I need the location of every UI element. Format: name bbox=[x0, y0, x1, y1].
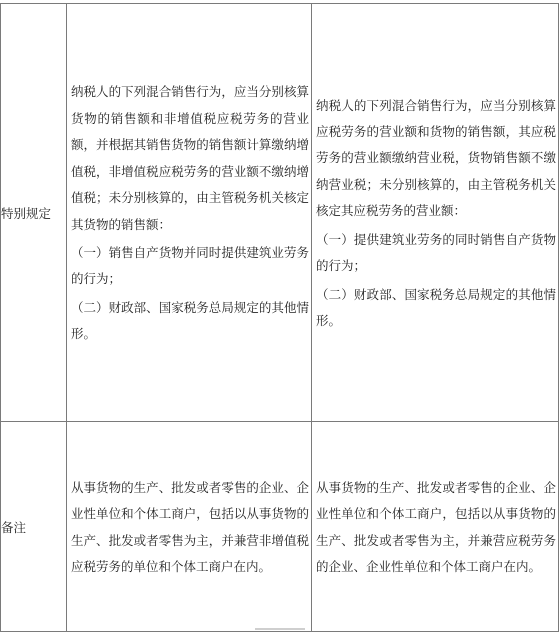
business-tax-rule-item-1: （一）提供建筑业劳务的同时销售自产货物的行为； bbox=[316, 231, 556, 274]
vat-note-cell bbox=[67, 422, 312, 632]
business-tax-rules-cell bbox=[312, 4, 559, 422]
vat-rule-item-1: （一）销售自产货物并同时提供建筑业劳务的行为； bbox=[71, 244, 309, 287]
business-tax-rule-item-2: （二）财政部、国家税务总局规定的其他情形。 bbox=[316, 286, 556, 328]
vat-note-text: 从事货物的生产、批发或者零售的企业、企业性单位和个体工商户，包括以从事货物的生产、批发或者零售为主，并兼营非增值税应税劳务的单位和个体工商户在内。 bbox=[71, 479, 309, 574]
row-label-special-provisions: 特别规定 bbox=[1, 4, 67, 422]
vat-rules-cell bbox=[67, 4, 312, 422]
vat-rule-main: 纳税人的下列混合销售行为，应当分别核算货物的销售额和非增值税应税劳务的营业额，并根据其销售货物的销售额计算缴纳增值税，非增值税应税劳务的营业额不缴纳增值税；未分别核算的，由主管税务机关核定其货物的销售额： bbox=[71, 84, 309, 232]
row-label-notes: 备注 bbox=[1, 422, 67, 632]
table-row-special-provisions bbox=[1, 4, 559, 422]
vat-rule-item-2: （二）财政部、国家税务总局规定的其他情形。 bbox=[71, 299, 309, 342]
business-tax-note-cell bbox=[312, 422, 559, 632]
business-tax-rule-main: 纳税人的下列混合销售行为，应当分别核算应税劳务的营业额和货物的销售额，其应税劳务的营业额缴纳营业税，货物销售额不缴纳营业税；未分别核算的，由主管税务机关核定其应税劳务的营业额： bbox=[316, 97, 556, 219]
table-row-notes bbox=[1, 422, 559, 632]
comparison-table bbox=[0, 3, 559, 632]
business-tax-note-text: 从事货物的生产、批发或者零售的企业、企业性单位和个体工商户，包括以从事货物的生产、批发或者零售为主，并兼营应税劳务的企业、企业性单位和个体工商户在内。 bbox=[316, 479, 556, 574]
scroll-indicator bbox=[255, 628, 305, 630]
